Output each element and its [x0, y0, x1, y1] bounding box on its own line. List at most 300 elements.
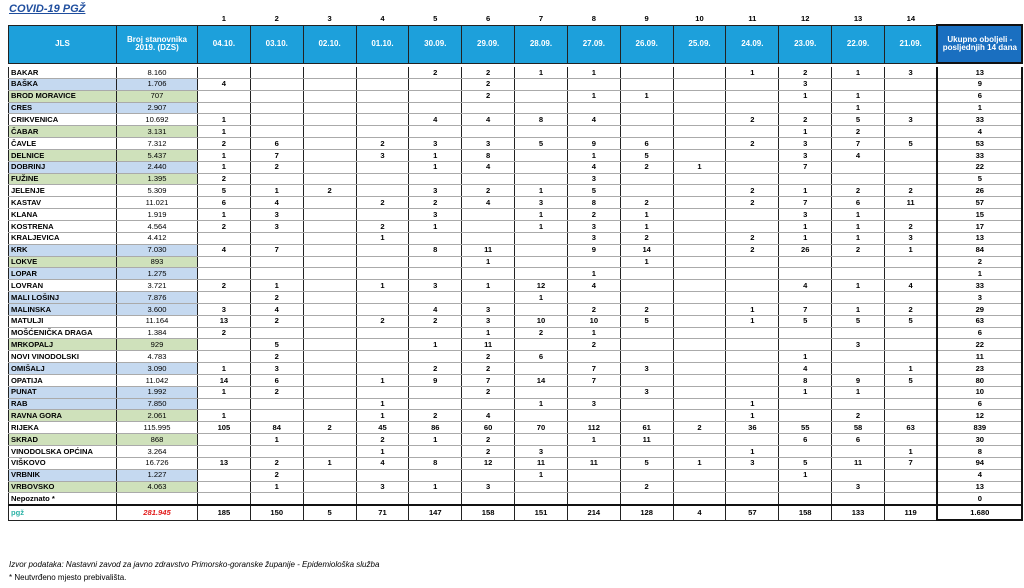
- case-count-cell: [567, 493, 620, 505]
- population-cell: 929: [117, 339, 198, 351]
- case-count-cell: [356, 90, 409, 102]
- case-count-cell: [303, 161, 356, 173]
- case-count-cell: [356, 339, 409, 351]
- case-count-cell: [832, 173, 885, 185]
- case-count-cell: [832, 363, 885, 375]
- population-cell: 7.850: [117, 398, 198, 410]
- municipality-name: ČAVLE: [9, 138, 117, 150]
- case-count-cell: 5: [620, 457, 673, 469]
- case-count-cell: 1: [356, 410, 409, 422]
- table-row: [9, 173, 1023, 185]
- municipality-name: JELENJE: [9, 185, 117, 197]
- case-count-cell: [726, 327, 779, 339]
- case-count-cell: [250, 493, 303, 505]
- population-header: Broj stanovnika 2019. (DZS): [117, 25, 198, 63]
- case-count-cell: [779, 398, 832, 410]
- municipality-name: VIŠKOVO: [9, 457, 117, 469]
- population-cell: 4.783: [117, 351, 198, 363]
- case-count-cell: [832, 398, 885, 410]
- case-count-cell: [726, 126, 779, 138]
- case-count-cell: [779, 292, 832, 304]
- row-total-cell: 2: [937, 256, 1022, 268]
- table-row: [9, 315, 1023, 327]
- case-count-cell: 5: [567, 185, 620, 197]
- case-count-cell: 3: [567, 220, 620, 232]
- row-total-cell: 23: [937, 363, 1022, 375]
- case-count-cell: [515, 410, 568, 422]
- case-count-cell: [303, 292, 356, 304]
- table-row: [9, 410, 1023, 422]
- case-count-cell: 1: [832, 303, 885, 315]
- case-count-cell: 2: [462, 67, 515, 78]
- case-count-cell: 2: [779, 114, 832, 126]
- case-count-cell: 1: [620, 256, 673, 268]
- case-count-cell: 1: [409, 161, 462, 173]
- case-count-cell: 3: [567, 173, 620, 185]
- case-count-cell: 2: [726, 114, 779, 126]
- case-count-cell: [673, 220, 726, 232]
- summary-day-total: 158: [462, 505, 515, 520]
- table-row: [9, 386, 1023, 398]
- case-count-cell: [250, 256, 303, 268]
- table-row: [9, 244, 1023, 256]
- case-count-cell: [779, 268, 832, 280]
- case-count-cell: 1: [832, 280, 885, 292]
- case-count-cell: 9: [409, 374, 462, 386]
- case-count-cell: 2: [884, 185, 937, 197]
- case-count-cell: 2: [832, 410, 885, 422]
- case-count-cell: 1: [462, 256, 515, 268]
- population-cell: 16.726: [117, 457, 198, 469]
- case-count-cell: [620, 126, 673, 138]
- row-total-cell: 6: [937, 398, 1022, 410]
- case-count-cell: [673, 90, 726, 102]
- case-count-cell: [250, 398, 303, 410]
- case-count-cell: 2: [250, 351, 303, 363]
- case-count-cell: 6: [832, 434, 885, 446]
- case-count-cell: [779, 410, 832, 422]
- population-cell: 1.227: [117, 469, 198, 481]
- table-row: [9, 138, 1023, 150]
- case-count-cell: 58: [832, 422, 885, 434]
- case-count-cell: 5: [884, 374, 937, 386]
- case-count-cell: 3: [567, 232, 620, 244]
- case-count-cell: 3: [462, 315, 515, 327]
- row-total-cell: 4: [937, 126, 1022, 138]
- case-count-cell: 2: [884, 220, 937, 232]
- case-count-cell: 3: [462, 138, 515, 150]
- case-count-cell: 7: [832, 138, 885, 150]
- case-count-cell: [303, 126, 356, 138]
- case-count-cell: 2: [303, 422, 356, 434]
- case-count-cell: 1: [515, 398, 568, 410]
- municipality-name: DELNICE: [9, 149, 117, 161]
- case-count-cell: 1: [356, 446, 409, 458]
- case-count-cell: 1: [515, 469, 568, 481]
- date-header: 03.10.: [250, 25, 303, 63]
- case-count-cell: 1: [198, 410, 251, 422]
- table-row: [9, 339, 1023, 351]
- case-count-cell: 1: [250, 280, 303, 292]
- day-number: 5: [433, 13, 438, 23]
- case-count-cell: 1: [409, 434, 462, 446]
- population-cell: 1.275: [117, 268, 198, 280]
- case-count-cell: [303, 220, 356, 232]
- case-count-cell: 3: [779, 78, 832, 90]
- case-count-cell: 4: [462, 410, 515, 422]
- header-row: [9, 25, 1023, 63]
- case-count-cell: [198, 102, 251, 114]
- case-count-cell: [515, 493, 568, 505]
- population-cell: 4.564: [117, 220, 198, 232]
- case-count-cell: 2: [515, 327, 568, 339]
- case-count-cell: 3: [884, 67, 937, 78]
- case-count-cell: [673, 244, 726, 256]
- case-count-cell: [198, 67, 251, 78]
- case-count-cell: 1: [779, 220, 832, 232]
- case-count-cell: [673, 315, 726, 327]
- table-row: [9, 446, 1023, 458]
- date-header: 04.10.: [198, 25, 251, 63]
- case-count-cell: 5: [250, 339, 303, 351]
- case-count-cell: 45: [356, 422, 409, 434]
- case-count-cell: [250, 327, 303, 339]
- case-count-cell: [303, 363, 356, 375]
- case-count-cell: 5: [832, 114, 885, 126]
- case-count-cell: [620, 327, 673, 339]
- table-row: [9, 398, 1023, 410]
- case-count-cell: 4: [567, 161, 620, 173]
- case-count-cell: 7: [779, 161, 832, 173]
- case-count-cell: 3: [779, 209, 832, 221]
- case-count-cell: [303, 90, 356, 102]
- case-count-cell: 2: [620, 481, 673, 493]
- table-row: [9, 493, 1023, 505]
- case-count-cell: [884, 386, 937, 398]
- case-count-cell: [198, 434, 251, 446]
- page-title: COVID-19 PGŽ: [9, 3, 86, 15]
- case-count-cell: 1: [884, 244, 937, 256]
- case-count-cell: [673, 102, 726, 114]
- case-count-cell: [620, 339, 673, 351]
- case-count-cell: [726, 469, 779, 481]
- case-count-cell: [673, 256, 726, 268]
- case-count-cell: 8: [409, 244, 462, 256]
- case-count-cell: [884, 434, 937, 446]
- case-count-cell: [673, 469, 726, 481]
- case-count-cell: [673, 292, 726, 304]
- case-count-cell: [620, 102, 673, 114]
- municipality-name: LOKVE: [9, 256, 117, 268]
- case-count-cell: 2: [198, 280, 251, 292]
- case-count-cell: [673, 185, 726, 197]
- case-count-cell: [303, 280, 356, 292]
- case-count-cell: 6: [250, 138, 303, 150]
- case-count-cell: [198, 292, 251, 304]
- population-cell: 707: [117, 90, 198, 102]
- summary-day-total: 128: [620, 505, 673, 520]
- case-count-cell: [303, 244, 356, 256]
- table-row: [9, 280, 1023, 292]
- case-count-cell: [515, 363, 568, 375]
- case-count-cell: [567, 351, 620, 363]
- case-count-cell: 9: [832, 374, 885, 386]
- case-count-cell: 1: [515, 209, 568, 221]
- summary-day-total: 147: [409, 505, 462, 520]
- case-count-cell: [673, 434, 726, 446]
- case-count-cell: [303, 434, 356, 446]
- case-count-cell: 1: [198, 363, 251, 375]
- population-cell: 1.384: [117, 327, 198, 339]
- case-count-cell: [673, 268, 726, 280]
- case-count-cell: 3: [515, 197, 568, 209]
- table-row: [9, 90, 1023, 102]
- case-count-cell: [356, 209, 409, 221]
- population-cell: 11.164: [117, 315, 198, 327]
- case-count-cell: [356, 268, 409, 280]
- day-number-row: [9, 13, 1023, 25]
- case-count-cell: 2: [303, 185, 356, 197]
- case-count-cell: [620, 493, 673, 505]
- table-row: [9, 422, 1023, 434]
- population-cell: 3.264: [117, 446, 198, 458]
- municipality-name: DOBRINJ: [9, 161, 117, 173]
- case-count-cell: [567, 386, 620, 398]
- row-total-cell: 0: [937, 493, 1022, 505]
- case-count-cell: 2: [620, 232, 673, 244]
- case-count-cell: [673, 126, 726, 138]
- row-total-cell: 10: [937, 386, 1022, 398]
- case-count-cell: [303, 493, 356, 505]
- case-count-cell: [250, 268, 303, 280]
- case-count-cell: 1: [198, 149, 251, 161]
- summary-day-total: 57: [726, 505, 779, 520]
- case-count-cell: 4: [198, 78, 251, 90]
- case-count-cell: 5: [198, 185, 251, 197]
- case-count-cell: [356, 292, 409, 304]
- municipality-name: ČABAR: [9, 126, 117, 138]
- case-count-cell: [726, 78, 779, 90]
- case-count-cell: 3: [409, 209, 462, 221]
- case-count-cell: 3: [779, 138, 832, 150]
- case-count-cell: [673, 363, 726, 375]
- population-cell: 4.412: [117, 232, 198, 244]
- case-count-cell: 4: [250, 197, 303, 209]
- case-count-cell: 5: [620, 149, 673, 161]
- day-number: 7: [538, 13, 544, 23]
- case-count-cell: 5: [620, 315, 673, 327]
- case-count-cell: [409, 469, 462, 481]
- case-count-cell: [409, 386, 462, 398]
- case-count-cell: 5: [779, 457, 832, 469]
- case-count-cell: 1: [884, 363, 937, 375]
- summary-day-total: 185: [198, 505, 251, 520]
- case-count-cell: [409, 102, 462, 114]
- case-count-cell: [409, 446, 462, 458]
- case-count-cell: [884, 209, 937, 221]
- case-count-cell: 1: [832, 220, 885, 232]
- case-count-cell: 4: [409, 114, 462, 126]
- municipality-name: CRES: [9, 102, 117, 114]
- case-count-cell: 3: [250, 209, 303, 221]
- case-count-cell: [303, 386, 356, 398]
- case-count-cell: [884, 102, 937, 114]
- day-number: 2: [274, 13, 279, 23]
- case-count-cell: 1: [250, 481, 303, 493]
- day-number: 13: [853, 13, 863, 23]
- municipality-name: CRIKVENICA: [9, 114, 117, 126]
- row-total-cell: 15: [937, 209, 1022, 221]
- case-count-cell: 1: [409, 220, 462, 232]
- case-count-cell: 1: [673, 161, 726, 173]
- case-count-cell: 11: [832, 457, 885, 469]
- summary-day-total: 71: [356, 505, 409, 520]
- day-number: 6: [486, 13, 491, 23]
- case-count-cell: 1: [726, 446, 779, 458]
- case-count-cell: 8: [462, 149, 515, 161]
- case-count-cell: [515, 78, 568, 90]
- municipality-name: BAKAR: [9, 67, 117, 78]
- case-count-cell: [620, 280, 673, 292]
- case-count-cell: 1: [356, 374, 409, 386]
- case-count-cell: 3: [356, 481, 409, 493]
- case-count-cell: [198, 493, 251, 505]
- municipality-name: OPATIJA: [9, 374, 117, 386]
- row-total-cell: 17: [937, 220, 1022, 232]
- case-count-cell: 1: [779, 185, 832, 197]
- case-count-cell: [620, 185, 673, 197]
- case-count-cell: 1: [515, 292, 568, 304]
- case-count-cell: [726, 220, 779, 232]
- case-count-cell: [620, 114, 673, 126]
- case-count-cell: 2: [832, 126, 885, 138]
- case-count-cell: 2: [250, 386, 303, 398]
- row-total-cell: 1: [937, 268, 1022, 280]
- case-count-cell: [726, 209, 779, 221]
- case-count-cell: 3: [250, 220, 303, 232]
- population-cell: 7.312: [117, 138, 198, 150]
- case-count-cell: [779, 339, 832, 351]
- case-count-cell: 2: [832, 244, 885, 256]
- summary-day-total: 214: [567, 505, 620, 520]
- case-count-cell: 2: [198, 138, 251, 150]
- case-count-cell: 2: [620, 197, 673, 209]
- case-count-cell: 1: [356, 280, 409, 292]
- municipality-name: OMIŠALJ: [9, 363, 117, 375]
- case-count-cell: [673, 398, 726, 410]
- case-count-cell: 1: [832, 209, 885, 221]
- case-count-cell: 3: [250, 363, 303, 375]
- case-count-cell: 8: [409, 457, 462, 469]
- case-count-cell: [198, 90, 251, 102]
- case-count-cell: [198, 469, 251, 481]
- row-total-cell: 8: [937, 446, 1022, 458]
- case-count-cell: 1: [884, 446, 937, 458]
- case-count-cell: [303, 315, 356, 327]
- case-count-cell: [409, 351, 462, 363]
- case-count-cell: 1: [779, 126, 832, 138]
- case-count-cell: [673, 386, 726, 398]
- case-count-cell: [303, 256, 356, 268]
- case-count-cell: 3: [620, 363, 673, 375]
- case-count-cell: 3: [620, 386, 673, 398]
- case-count-cell: 12: [515, 280, 568, 292]
- case-count-cell: [250, 446, 303, 458]
- case-count-cell: 1: [250, 434, 303, 446]
- day-number: 3: [327, 13, 332, 23]
- case-count-cell: [303, 351, 356, 363]
- municipality-name: VINODOLSKA OPĆINA: [9, 446, 117, 458]
- case-count-cell: [726, 102, 779, 114]
- case-count-cell: 4: [198, 244, 251, 256]
- case-count-cell: [515, 173, 568, 185]
- table-row: [9, 232, 1023, 244]
- case-count-cell: [515, 268, 568, 280]
- case-count-cell: [673, 149, 726, 161]
- case-count-cell: [726, 386, 779, 398]
- case-count-cell: 2: [462, 363, 515, 375]
- case-count-cell: [356, 78, 409, 90]
- case-count-cell: 1: [832, 386, 885, 398]
- case-count-cell: [409, 398, 462, 410]
- date-header: 01.10.: [356, 25, 409, 63]
- case-count-cell: 1: [567, 268, 620, 280]
- case-count-cell: [884, 339, 937, 351]
- case-count-cell: 1: [462, 280, 515, 292]
- table-row: [9, 220, 1023, 232]
- case-count-cell: 1: [726, 398, 779, 410]
- case-count-cell: 7: [567, 374, 620, 386]
- case-count-cell: 2: [567, 303, 620, 315]
- case-count-cell: [356, 351, 409, 363]
- case-count-cell: [673, 209, 726, 221]
- case-count-cell: [726, 268, 779, 280]
- municipality-name: BAŠKA: [9, 78, 117, 90]
- table-row: [9, 185, 1023, 197]
- case-count-cell: 2: [409, 197, 462, 209]
- case-count-cell: 7: [462, 374, 515, 386]
- population-cell: 1.395: [117, 173, 198, 185]
- date-header: 23.09.: [779, 25, 832, 63]
- case-count-cell: 1: [779, 386, 832, 398]
- case-count-cell: [198, 446, 251, 458]
- case-count-cell: [356, 67, 409, 78]
- table-row: [9, 363, 1023, 375]
- case-count-cell: 11: [884, 197, 937, 209]
- case-count-cell: [884, 398, 937, 410]
- case-count-cell: 13: [198, 457, 251, 469]
- municipality-name: MALI LOŠINJ: [9, 292, 117, 304]
- case-count-cell: [462, 469, 515, 481]
- case-count-cell: 1: [726, 67, 779, 78]
- day-number: 9: [644, 13, 649, 23]
- row-total-cell: 13: [937, 232, 1022, 244]
- case-count-cell: [726, 351, 779, 363]
- case-count-cell: [884, 90, 937, 102]
- case-count-cell: 2: [462, 351, 515, 363]
- case-count-cell: 3: [462, 303, 515, 315]
- case-count-cell: 7: [250, 244, 303, 256]
- case-count-cell: [462, 209, 515, 221]
- case-count-cell: 3: [515, 446, 568, 458]
- case-count-cell: [832, 351, 885, 363]
- case-count-cell: [673, 481, 726, 493]
- case-count-cell: 3: [779, 149, 832, 161]
- case-count-cell: [726, 161, 779, 173]
- case-count-cell: [832, 292, 885, 304]
- municipality-name: MOŠĆENIČKA DRAGA: [9, 327, 117, 339]
- population-cell: 3.721: [117, 280, 198, 292]
